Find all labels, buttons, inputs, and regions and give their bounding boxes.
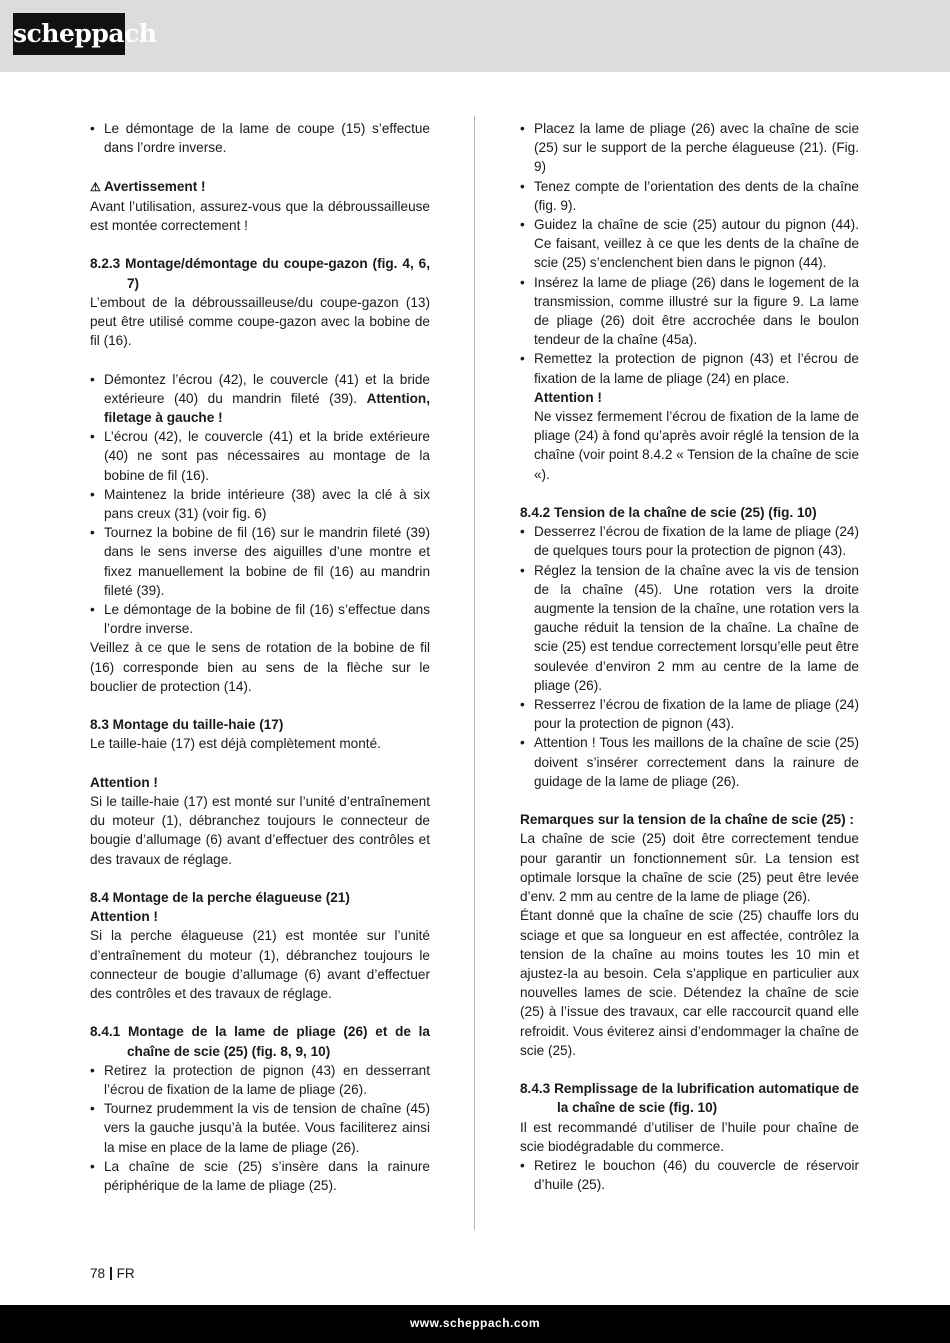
paragraph: Veillez à ce que le sens de rotation de la bobine de fil (16) corresponde bien au sens de la flèche sur le bouclier de protection (14). bbox=[90, 640, 430, 694]
attention-heading: Attention ! bbox=[534, 389, 602, 405]
paragraph: Étant donné que la chaîne de scie (25) chauffe lors du sciage et que sa longueur en est affectée, contrôlez la tension de la chaîne au moins toutes les 10 min et ajustez-la au besoin. Cela s’applique en particulier aux nouvelles lames de scie. Détendez la chaîne de scie (25) à l’issue des travaux, car elle raccourcit quand elle refroidit. Vous éviterez ainsi d’endommager la chaîne de scie (25). bbox=[520, 908, 859, 1058]
bullet-list bbox=[520, 119, 859, 388]
list-item: • Tenez compte de l’orientation des dents de la chaîne (fig. 9). bbox=[520, 177, 859, 215]
page-header bbox=[0, 0, 950, 72]
page-footer bbox=[0, 1305, 950, 1343]
list-item: • Guidez la chaîne de scie (25) autour du pignon (44). Ce faisant, veillez à ce que les dents de la chaîne de scie (25) s’enclenchent bien dans le pignon (44). bbox=[520, 215, 859, 273]
list-item: • Le démontage de la lame de coupe (15) s’effectue dans l’ordre inverse. bbox=[90, 119, 430, 157]
attention-heading: Attention ! bbox=[90, 774, 158, 790]
section-heading-8-2-3: 8.2.3 Montage/démontage du coupe-gazon (fig. 4, 6, 7) bbox=[90, 256, 430, 291]
bullet-list bbox=[520, 1156, 859, 1194]
right-column bbox=[520, 119, 859, 1194]
section-heading-8-4: 8.4 Montage de la perche élagueuse (21) bbox=[90, 890, 350, 906]
list-item bbox=[90, 370, 430, 428]
paragraph: Si le taille-haie (17) est monté sur l’unité d’entraînement du moteur (1), débranchez toujours le connecteur de bougie d’allumage (6) avant d’effectuer des contrôles et des travaux de réglage. bbox=[90, 794, 430, 867]
paragraph: L’embout de la débroussailleuse/du coupe-gazon (13) peut être utilisé comme coupe-gazon avec la bobine de fil (16). bbox=[90, 294, 430, 349]
page-number bbox=[90, 1266, 135, 1282]
section-heading-8-3: 8.3 Montage du taille-haie (17) bbox=[90, 717, 284, 733]
website-link[interactable]: www.scheppach.com bbox=[409, 1316, 541, 1330]
section-heading-8-4-2: 8.4.2 Tension de la chaîne de scie (25) (fig. 10) bbox=[520, 505, 817, 521]
bullet-list bbox=[520, 522, 859, 791]
paragraph: La chaîne de scie (25) doit être correctement tendue pour garantir un fonctionnement sûr. La tension est optimale lorsque la chaîne de scie (25) peut être levée d’env. 2 mm au centre de la lame de pliage (26). bbox=[520, 831, 859, 905]
list-item: • Retirez la protection de pignon (43) en desserrant l’écrou de fixation de la lame de pliage (26). bbox=[90, 1061, 430, 1099]
list-item: • Tournez prudemment la vis de tension de chaîne (45) vers la gauche jusqu’à la butée. Vous faciliterez ainsi la mise en place de la lame de pliage (26). bbox=[90, 1099, 430, 1157]
separator bbox=[110, 1267, 112, 1280]
list-item: • L’écrou (42), le couvercle (41) et la bride extérieure (40) ne sont pas nécessaires au montage de la bobine de fil (16). bbox=[90, 427, 430, 485]
warning-text: Avant l’utilisation, assurez-vous que la débroussailleuse est montée correctement ! bbox=[90, 198, 430, 233]
paragraph: Si la perche élagueuse (21) est montée sur l’unité d’entraînement du moteur (1), débranchez toujours le connecteur de bougie d’allumage (6) avant d’effectuer des contrôles et des travaux de réglage. bbox=[90, 928, 430, 1002]
warning-triangle-icon: ⚠ bbox=[90, 179, 101, 194]
paragraph: Le taille-haie (17) est déjà complètement monté. bbox=[90, 736, 381, 752]
list-item: • Le démontage de la bobine de fil (16) s’effectue dans l’ordre inverse. bbox=[90, 600, 430, 638]
column-divider bbox=[474, 116, 475, 1230]
paragraph: Il est recommandé d’utiliser de l’huile pour chaîne de scie biodégradable du commerce. bbox=[520, 1119, 859, 1154]
warning-title: Avertissement ! bbox=[104, 178, 206, 194]
remarks-heading: Remarques sur la tension de la chaîne de scie (25) : bbox=[520, 812, 854, 828]
list-item: • Placez la lame de pliage (26) avec la chaîne de scie (25) sur le support de la perche élagueuse (21). (Fig. 9) bbox=[520, 119, 859, 177]
list-item: • La chaîne de scie (25) s’insère dans la rainure périphérique de la lame de pliage (25). bbox=[90, 1157, 430, 1195]
list-item-emphasis: Attention, filetage à gauche ! bbox=[104, 390, 431, 425]
list-item: • Maintenez la bride intérieure (38) avec la clé à six pans creux (31) (voir fig. 6) bbox=[90, 485, 430, 523]
section-heading-8-4-3: 8.4.3 Remplissage de la lubrification automatique de la chaîne de scie (fig. 10) bbox=[520, 1081, 859, 1116]
scheppach-logo: scheppach bbox=[13, 13, 125, 55]
list-item-text: Démontez l’écrou (42), le couvercle (41) et la bride extérieure (40) du mandrin fileté (39). bbox=[104, 371, 430, 406]
page-number-value: 78 bbox=[90, 1266, 106, 1281]
list-item: • Desserrez l’écrou de fixation de la lame de pliage (24) de quelques tours pour la protection de pignon (43). bbox=[520, 522, 859, 560]
language-code: FR bbox=[116, 1266, 135, 1281]
left-column bbox=[90, 119, 430, 1195]
list-item: • Attention ! Tous les maillons de la chaîne de scie (25) doivent s’insérer correctement dans la rainure de guidage de la lame de pliage (26). bbox=[520, 733, 859, 791]
bullet-list bbox=[90, 119, 430, 157]
list-item: • Resserrez l’écrou de fixation de la lame de pliage (24) pour la protection de pignon (43). bbox=[520, 695, 859, 733]
paragraph: Ne vissez fermement l’écrou de fixation de la lame de pliage (24) à fond qu’après avoir réglé la tension de la chaîne (voir point 8.4.2 « Tension de la chaîne de scie «). bbox=[534, 409, 859, 482]
warning-heading bbox=[90, 177, 430, 197]
bullet-list bbox=[90, 1061, 430, 1195]
attention-heading: Attention ! bbox=[90, 909, 158, 925]
list-item: • Remettez la protection de pignon (43) et l’écrou de fixation de la lame de pliage (24) en place. bbox=[520, 349, 859, 387]
list-item: • Réglez la tension de la chaîne avec la vis de tension de la chaîne (45). Une rotation vers la droite augmente la tension de la chaîne, une rotation vers la gauche réduit la tension de la chaîne. La chaîne de scie (25) est tendue correctement lorsqu’elle peut être soulevée d’environ 2 mm au centre de la lame de pliage (26). bbox=[520, 561, 859, 695]
list-item: • Tournez la bobine de fil (16) sur le mandrin fileté (39) dans le sens inverse des aiguilles d’une montre et fixez manuellement la bobine de fil (16) au mandrin fileté (39). bbox=[90, 523, 430, 600]
list-item: • Insérez la lame de pliage (26) dans le logement de la transmission, comme illustré sur la figure 9. La lame de pliage (26) doit être accrochée dans le boulon tendeur de la chaîne (45a). bbox=[520, 273, 859, 350]
section-heading-8-4-1: 8.4.1 Montage de la lame de pliage (26) et de la chaîne de scie (25) (fig. 8, 9, 10) bbox=[90, 1024, 430, 1059]
list-item: • Retirez le bouchon (46) du couvercle de réservoir d’huile (25). bbox=[520, 1156, 859, 1194]
bullet-list bbox=[90, 370, 430, 639]
